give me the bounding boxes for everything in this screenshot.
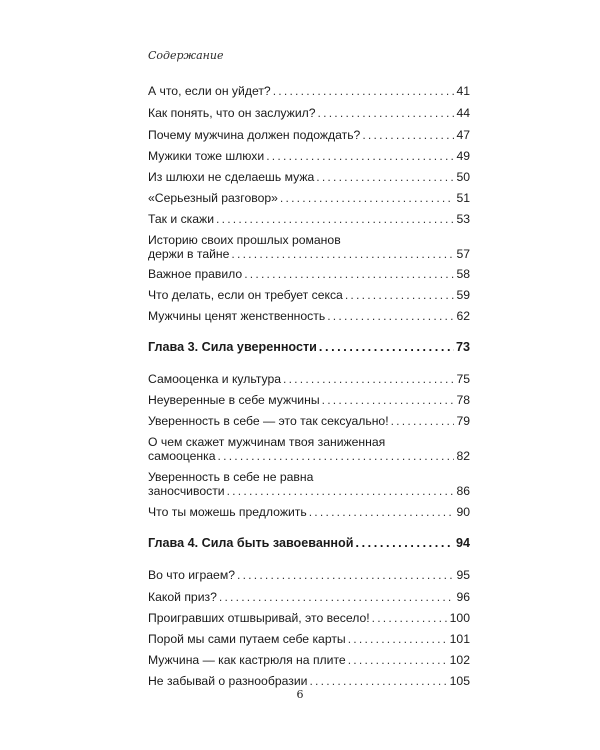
- toc-entry: [148, 267, 470, 282]
- toc-entry-page: 44: [456, 106, 470, 120]
- dot-leader: [316, 170, 454, 185]
- toc-entry-page: 75: [456, 372, 470, 386]
- toc-entry-title: Уверенность в себе — это так сексуально!: [148, 414, 389, 428]
- toc-entry-title: Мужчины ценят женственность: [148, 309, 326, 323]
- dot-leader: [348, 653, 448, 668]
- toc-entry-page: 79: [456, 414, 470, 428]
- toc-entry-page: 86: [456, 484, 470, 498]
- toc-entry-title: Мужики тоже шлюхи: [148, 149, 265, 163]
- toc-entry-page: 78: [456, 393, 470, 407]
- toc-entry-title-line1: Историю своих прошлых романов: [148, 233, 341, 247]
- dot-leader: [362, 128, 454, 143]
- toc-entry-title: Не забывай о разнообразии: [148, 674, 308, 688]
- toc-entry: [148, 372, 470, 387]
- toc-entry: [148, 590, 470, 605]
- page-number: 6: [296, 688, 304, 701]
- toc-entry: [148, 106, 470, 121]
- toc-entry-page: 41: [456, 84, 470, 98]
- toc-chapter-heading: [148, 536, 470, 551]
- dot-leader: [309, 505, 455, 520]
- toc-entry: [148, 674, 470, 689]
- toc-entry: [148, 653, 470, 668]
- dot-leader: [273, 84, 455, 99]
- dot-leader: [237, 568, 454, 583]
- toc-entry-title: «Серьезный разговор»: [148, 191, 278, 205]
- dot-leader: [219, 590, 455, 605]
- toc-entry: [148, 309, 470, 324]
- toc-entry: [148, 449, 470, 464]
- toc-entry: [148, 212, 470, 227]
- toc-entry-page: 90: [456, 505, 470, 519]
- dot-leader: [283, 372, 454, 387]
- toc-entry-title: Во что играем?: [148, 568, 235, 582]
- toc-entry-page: 101: [449, 632, 470, 646]
- toc-entry-page: 105: [449, 674, 470, 688]
- toc-entry-page: 59: [456, 288, 470, 302]
- toc-entry: [148, 611, 470, 626]
- toc-entry-page: 53: [456, 212, 470, 226]
- toc-entry-title: А что, если он уйдет?: [148, 84, 271, 98]
- toc-entry: [148, 632, 470, 647]
- toc-entry-title: держи в тайне: [148, 247, 230, 261]
- toc-entry-page: 95: [456, 568, 470, 582]
- toc-entry-page: 50: [456, 170, 470, 184]
- toc-entry: [148, 393, 470, 408]
- toc-entry-title: Важное правило: [148, 267, 243, 281]
- toc-entry: [148, 149, 470, 164]
- toc-entry-title: Какой приз?: [148, 590, 217, 604]
- toc-entry-title: Почему мужчина должен подождать?: [148, 128, 361, 142]
- toc-entry-page: 49: [456, 149, 470, 163]
- toc-entry: [148, 128, 470, 143]
- toc-entry: [148, 247, 470, 262]
- dot-leader: [280, 191, 455, 206]
- dot-leader: [322, 393, 455, 408]
- dot-leader: [227, 484, 455, 499]
- toc-entry-title-line1: О чем скажет мужчинам твоя заниженная: [148, 435, 386, 449]
- toc-entry: [148, 414, 470, 429]
- dot-leader: [319, 340, 454, 355]
- toc-entry-title: Самооценка и культура: [148, 372, 281, 386]
- dot-leader: [244, 267, 454, 282]
- toc-entry-title: Как понять, что он заслужил?: [148, 106, 316, 120]
- dot-leader: [327, 309, 454, 324]
- toc-entry-page: 51: [456, 191, 470, 205]
- dot-leader: [355, 536, 454, 551]
- toc-chapter-heading: [148, 340, 470, 355]
- toc-entry: [148, 84, 470, 99]
- toc-entry: [148, 568, 470, 583]
- dot-leader: [266, 149, 454, 164]
- toc-entry-title: Порой мы сами путаем себе карты: [148, 632, 346, 646]
- toc-chapter-page: 94: [455, 536, 470, 550]
- toc-entry-title: Так и скажи: [148, 212, 215, 226]
- dot-leader: [318, 106, 455, 121]
- toc-entry-title-line1: Уверенность в себе не равна: [148, 470, 314, 484]
- dot-leader: [218, 449, 455, 464]
- dot-leader: [345, 288, 455, 303]
- dot-leader: [309, 674, 447, 689]
- toc-entry-page: 58: [456, 267, 470, 281]
- toc-entry: [148, 484, 470, 499]
- toc-entry: [148, 288, 470, 303]
- toc-entry: [148, 170, 470, 185]
- toc-entry-page: 82: [456, 449, 470, 463]
- toc-entry-title: Неуверенные в себе мужчины: [148, 393, 320, 407]
- toc-entry-page: 62: [456, 309, 470, 323]
- toc-entry-page: 57: [456, 247, 470, 261]
- toc-entry-page: 47: [456, 128, 470, 142]
- toc-entry-title: Из шлюхи не сделаешь мужа: [148, 170, 315, 184]
- toc-entry-page: 96: [456, 590, 470, 604]
- dot-leader: [231, 247, 454, 262]
- toc-chapter-title: Глава 3. Сила уверенности: [148, 340, 317, 354]
- toc-entry-title: заносчивости: [148, 484, 225, 498]
- toc-entry-page: 100: [449, 611, 470, 625]
- toc-entry-title: Проигравших отшвыривай, это весело!: [148, 611, 370, 625]
- running-header: Содержание: [148, 49, 224, 62]
- toc-entry: [148, 505, 470, 520]
- toc-entry-title: Мужчина — как кастрюля на плите: [148, 653, 346, 667]
- toc-entry-title: Что делать, если он требует секса: [148, 288, 343, 302]
- toc-chapter-page: 73: [455, 340, 470, 354]
- toc-entry-page: 102: [449, 653, 470, 667]
- toc-entry: [148, 191, 470, 206]
- dot-leader: [348, 632, 448, 647]
- dot-leader: [372, 611, 448, 626]
- toc-entry-title: самооценка: [148, 449, 216, 463]
- toc-chapter-title: Глава 4. Сила быть завоеванной: [148, 536, 354, 550]
- toc-entry-title: Что ты можешь предложить: [148, 505, 307, 519]
- dot-leader: [216, 212, 454, 227]
- dot-leader: [391, 414, 455, 429]
